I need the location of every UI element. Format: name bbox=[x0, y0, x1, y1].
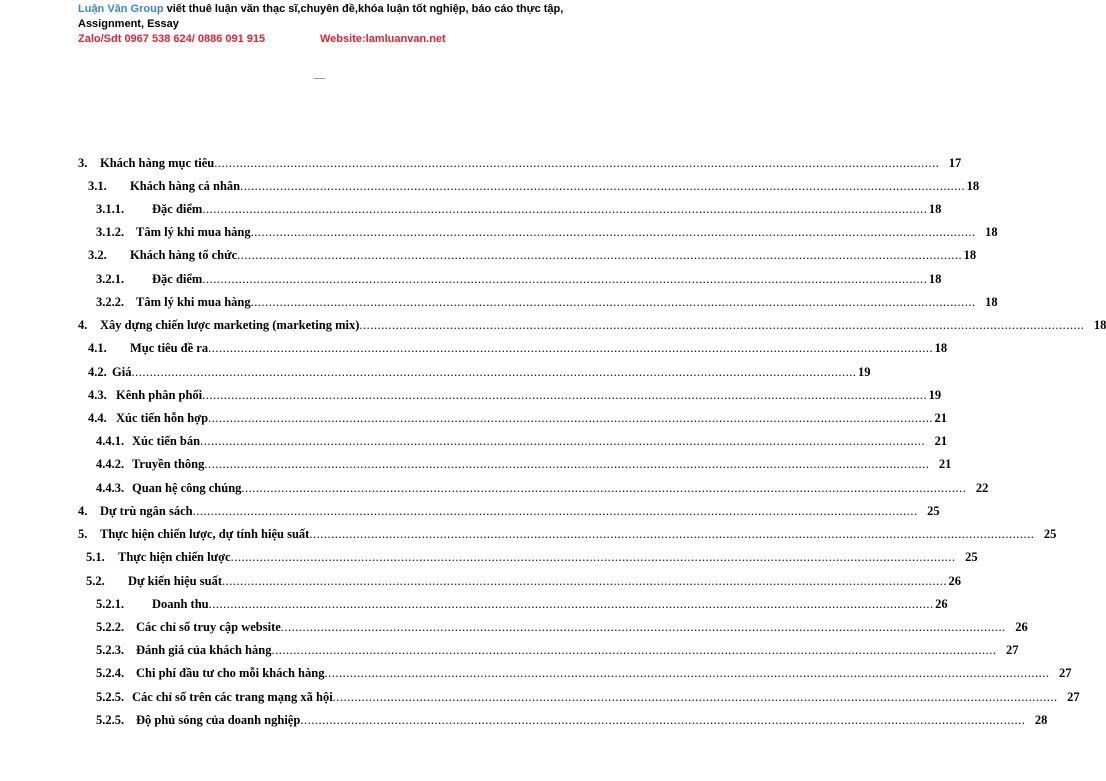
toc-entry-title: Các chỉ số truy cập website bbox=[136, 620, 281, 634]
toc-entry-page-number: 26 bbox=[1015, 620, 1028, 634]
toc-entry-title: Khách hàng cá nhân bbox=[130, 179, 241, 193]
toc-entry[interactable] bbox=[78, 178, 980, 194]
toc-leader-dots: ........................................................................................................................................................................................................ bbox=[131, 365, 857, 379]
toc-leader-dots: ........................................................................................................................................................................................................ bbox=[250, 295, 976, 309]
toc-entry-page-number: 18 bbox=[985, 225, 998, 239]
page-header bbox=[78, 2, 618, 47]
toc-entry[interactable] bbox=[78, 526, 1057, 542]
toc-entry-number: 3.1.2. bbox=[96, 225, 125, 239]
toc-entry-title: Doanh thu bbox=[152, 597, 209, 611]
toc-entry[interactable] bbox=[78, 503, 940, 519]
brand-name: Luận Văn Group bbox=[78, 3, 164, 15]
toc-entry[interactable] bbox=[78, 480, 989, 496]
toc-entry-number: 5.2.1. bbox=[96, 597, 125, 611]
toc-entry[interactable] bbox=[78, 364, 871, 380]
toc-entry-title: Mục tiêu đề ra bbox=[130, 341, 209, 355]
toc-leader-dots: ........................................................................................................................................................................................................ bbox=[324, 666, 1050, 680]
toc-entry-number: 4. bbox=[78, 504, 88, 518]
toc-leader-dots: ........................................................................................................................................................................................................ bbox=[208, 597, 934, 611]
toc-entry-title: Chi phí đầu tư cho mỗi khách hàng bbox=[136, 666, 325, 680]
toc-leader-dots: ........................................................................................................................................................................................................ bbox=[250, 225, 976, 239]
toc-entry-page-number: 21 bbox=[938, 457, 952, 471]
toc-entry[interactable] bbox=[78, 387, 942, 403]
toc-leader-dots: ........................................................................................................................................................................................................ bbox=[359, 318, 1085, 332]
toc-entry-number: 5. bbox=[78, 527, 88, 541]
toc-entry-title: Đánh giá của khách hàng bbox=[136, 643, 272, 657]
toc-leader-dots: ........................................................................................................................................................................................................ bbox=[214, 156, 940, 170]
toc-entry-page-number: 27 bbox=[1067, 690, 1080, 704]
toc-entry-number: 5.2.5. bbox=[96, 713, 125, 727]
header-contact-line bbox=[78, 32, 618, 47]
toc-entry[interactable] bbox=[78, 340, 948, 356]
toc-entry-number: 4.4.2. bbox=[96, 457, 125, 471]
toc-entry-number: 3.2.2. bbox=[96, 295, 125, 309]
toc-entry[interactable] bbox=[78, 665, 1072, 681]
toc-entry-number: 4.2. bbox=[88, 365, 107, 379]
toc-entry[interactable] bbox=[78, 201, 942, 217]
toc-entry-page-number: 26 bbox=[935, 597, 948, 611]
toc-entry-title: Khách hàng mục tiêu bbox=[100, 156, 215, 170]
toc-entry-page-number: 25 bbox=[927, 504, 940, 518]
header-tagline: viết thuê luận văn thạc sĩ,chuyên đề,khóa luận tốt nghiệp, báo cáo thực tập, bbox=[163, 3, 564, 15]
toc-entry[interactable] bbox=[78, 410, 948, 426]
toc-leader-dots: ........................................................................................................................................................................................................ bbox=[202, 202, 928, 216]
toc-leader-dots: ........................................................................................................................................................................................................ bbox=[271, 643, 997, 657]
header-line-1 bbox=[78, 2, 618, 17]
toc-entry-title: Tâm lý khi mua hàng bbox=[136, 295, 251, 309]
toc-entry-page-number: 25 bbox=[1043, 527, 1057, 541]
toc-entry-title: Xúc tiến hỗn hợp bbox=[116, 411, 209, 425]
toc-leader-dots: ........................................................................................................................................................................................................ bbox=[237, 248, 963, 262]
toc-leader-dots: ........................................................................................................................................................................................................ bbox=[280, 620, 1006, 634]
toc-entry-title: Xúc tiến bán bbox=[132, 434, 201, 448]
toc-entry-number: 5.2.3. bbox=[96, 643, 125, 657]
toc-entry-title: Khách hàng tổ chức bbox=[130, 248, 238, 262]
toc-entry-page-number: 28 bbox=[1034, 713, 1048, 727]
toc-leader-dots: ........................................................................................................................................................................................................ bbox=[240, 179, 966, 193]
toc-entry[interactable] bbox=[78, 224, 998, 240]
toc-entry-title: Giá bbox=[112, 365, 132, 379]
toc-entry-title: Đặc điểm bbox=[152, 202, 203, 216]
toc-entry-number: 4.3. bbox=[88, 388, 107, 402]
toc-entry[interactable] bbox=[78, 573, 961, 589]
toc-leader-dots: ........................................................................................................................................................................................................ bbox=[192, 504, 918, 518]
toc-entry[interactable] bbox=[78, 317, 1106, 333]
toc-entry-page-number: 26 bbox=[948, 574, 961, 588]
toc-entry-title: Đặc điểm bbox=[152, 272, 203, 286]
toc-entry-number: 3. bbox=[78, 156, 88, 170]
toc-entry[interactable] bbox=[78, 294, 998, 310]
toc-entry[interactable] bbox=[78, 271, 942, 287]
toc-entry-title: Truyền thông bbox=[132, 457, 205, 471]
toc-entry-number: 5.2.4. bbox=[96, 666, 125, 680]
toc-entry-title: Dự kiến hiệu suất bbox=[128, 574, 222, 588]
toc-entry-number: 5.2.2. bbox=[96, 620, 125, 634]
toc-entry-page-number: 19 bbox=[928, 388, 942, 402]
toc-entry-title: Quan hệ công chúng bbox=[132, 481, 242, 495]
toc-entry-number: 4.1. bbox=[88, 341, 107, 355]
toc-entry-page-number: 18 bbox=[966, 179, 980, 193]
toc-entry-title: Thực hiện chiến lược bbox=[118, 550, 231, 564]
toc-entry-number: 3.1. bbox=[88, 179, 107, 193]
toc-leader-dots: ........................................................................................................................................................................................................ bbox=[202, 388, 928, 402]
zalo-phone: Zalo/Sdt 0967 538 624/ 0886 091 915 bbox=[78, 33, 266, 45]
toc-entry-page-number: 18 bbox=[963, 248, 977, 262]
toc-leader-dots: ........................................................................................................................................................................................................ bbox=[241, 481, 967, 495]
toc-leader-dots: ........................................................................................................................................................................................................ bbox=[204, 457, 930, 471]
toc-leader-dots: ........................................................................................................................................................................................................ bbox=[332, 690, 1058, 704]
toc-leader-dots: ........................................................................................................................................................................................................ bbox=[300, 713, 1026, 727]
toc-entry-page-number: 27 bbox=[1058, 666, 1072, 680]
toc-entry-number: 4. bbox=[78, 318, 88, 332]
toc-entry-page-number: 21 bbox=[934, 434, 948, 448]
header-line-2: Assignment, Essay bbox=[78, 18, 179, 30]
toc-entry[interactable] bbox=[78, 689, 1080, 705]
toc-entry-number: 4.4.1. bbox=[96, 434, 125, 448]
toc-entry-number: 4.4. bbox=[88, 411, 107, 425]
toc-entry-title: Xây dựng chiến lược marketing (marketing mix) bbox=[100, 318, 360, 332]
toc-entry-title: Các chỉ số trên các trang mạng xã hội bbox=[132, 690, 333, 704]
toc-leader-dots: ........................................................................................................................................................................................................ bbox=[221, 574, 947, 588]
toc-entry-page-number: 18 bbox=[985, 295, 998, 309]
toc-entry-page-number: 18 bbox=[928, 272, 942, 286]
toc-leader-dots: ........................................................................................................................................................................................................ bbox=[208, 411, 934, 425]
toc-entry[interactable] bbox=[78, 642, 1019, 658]
website-link[interactable]: Website:lamluanvan.net bbox=[320, 33, 446, 45]
toc-entry-number: 4.4.3. bbox=[96, 481, 125, 495]
toc-entry-page-number: 18 bbox=[928, 202, 942, 216]
toc-entry-number: 5.2. bbox=[86, 574, 105, 588]
toc-entry[interactable] bbox=[78, 155, 962, 171]
toc-entry-number: 5.1. bbox=[86, 550, 105, 564]
toc-entry[interactable] bbox=[78, 619, 1028, 635]
toc-entry-page-number: 18 bbox=[934, 341, 948, 355]
toc-entry[interactable] bbox=[78, 247, 977, 263]
toc-entry-number: 5.2.5. bbox=[96, 690, 125, 704]
toc-leader-dots: ........................................................................................................................................................................................................ bbox=[309, 527, 1035, 541]
toc-entry-title: Tâm lý khi mua hàng bbox=[136, 225, 251, 239]
toc-entry[interactable] bbox=[78, 549, 978, 565]
toc-leader-dots: ........................................................................................................................................................................................................ bbox=[208, 341, 934, 355]
toc-entry[interactable] bbox=[78, 456, 952, 472]
toc-entry-number: 3.1.1. bbox=[96, 202, 125, 216]
toc-leader-dots: ........................................................................................................................................................................................................ bbox=[200, 434, 926, 448]
toc-leader-dots: ........................................................................................................................................................................................................ bbox=[230, 550, 956, 564]
toc-entry[interactable] bbox=[78, 596, 948, 612]
toc-entry-page-number: 21 bbox=[934, 411, 948, 425]
toc-entry-number: 3.2. bbox=[88, 248, 107, 262]
toc-entry-page-number: 17 bbox=[948, 156, 962, 170]
toc-entry-title: Kênh phân phối bbox=[116, 388, 203, 402]
toc-entry-page-number: 19 bbox=[857, 365, 871, 379]
toc-entry-title: Dự trù ngân sách bbox=[100, 504, 193, 518]
toc-entry-page-number: 18 bbox=[1093, 318, 1106, 332]
toc-entry[interactable] bbox=[78, 433, 948, 449]
separator-mark bbox=[314, 78, 325, 79]
toc-entry-page-number: 27 bbox=[1005, 643, 1019, 657]
toc-entry-title: Độ phủ sóng của doanh nghiệp bbox=[136, 713, 301, 727]
toc-entry[interactable] bbox=[78, 712, 1048, 728]
toc-entry-title: Thực hiện chiến lược, dự tính hiệu suất bbox=[100, 527, 310, 541]
toc-entry-number: 3.2.1. bbox=[96, 272, 125, 286]
toc-entry-page-number: 22 bbox=[975, 481, 989, 495]
toc-leader-dots: ........................................................................................................................................................................................................ bbox=[202, 272, 928, 286]
toc-entry-page-number: 25 bbox=[965, 550, 978, 564]
